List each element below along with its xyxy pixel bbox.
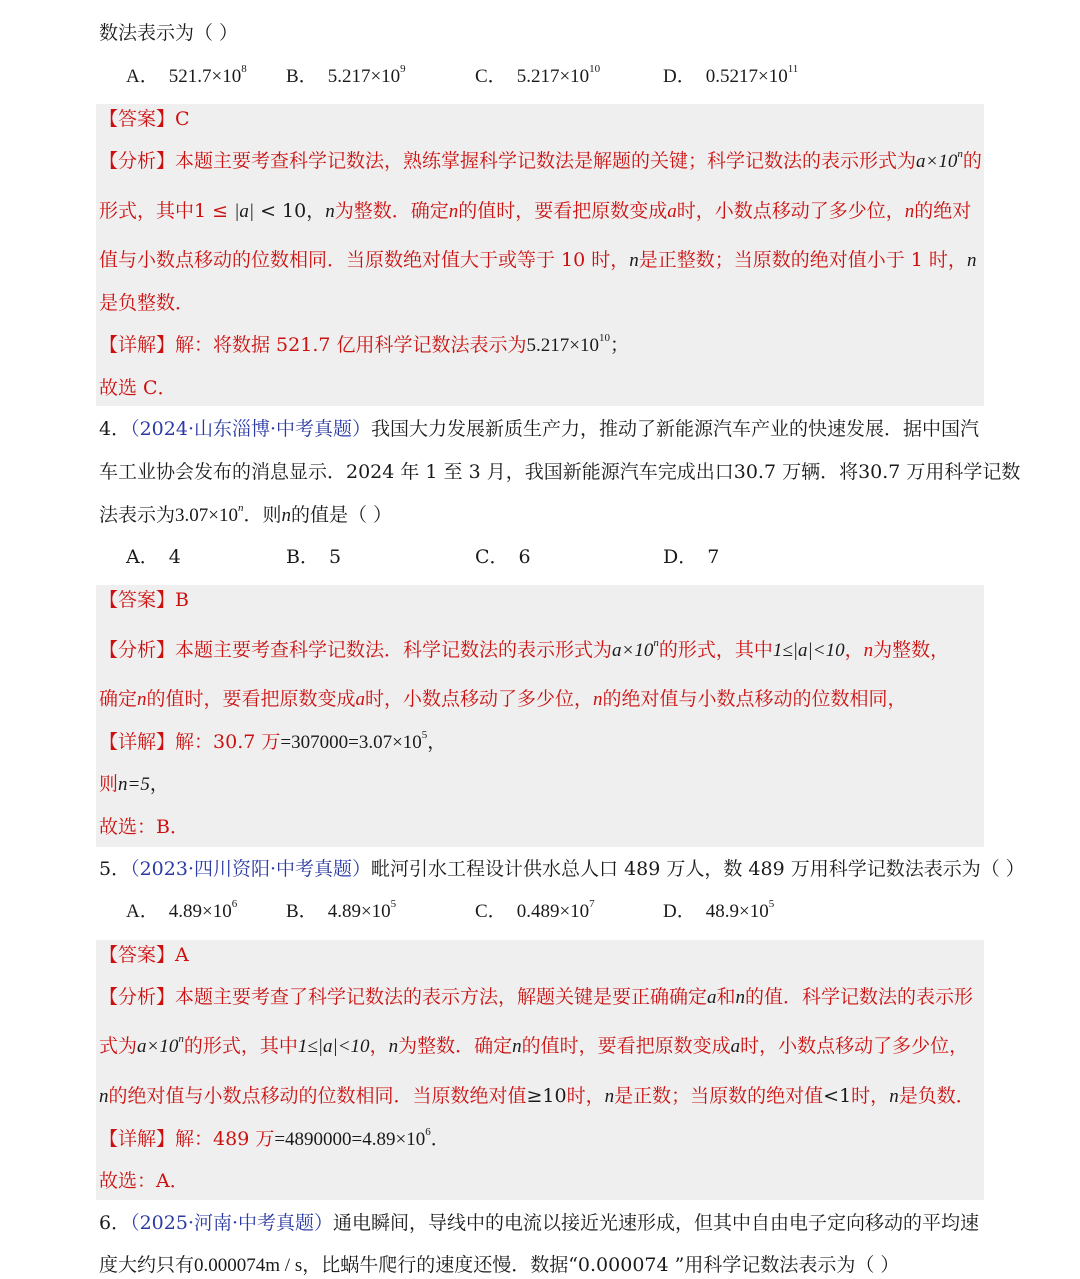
q5-choice: 故选：A． <box>99 1170 189 1192</box>
q4-option-d[interactable]: D． 7 <box>663 546 720 568</box>
q4-answer: 【答案】B <box>99 589 189 611</box>
q3-stem-tail: 数法表示为（ ） <box>99 22 239 44</box>
q6-source: （2025·河南·中考真题） <box>130 1212 334 1234</box>
q4-source: （2024·山东淄博·中考真题） <box>130 418 372 440</box>
q3-options <box>126 64 1006 90</box>
q5-answer: 【答案】A <box>99 944 189 966</box>
q5-option-a[interactable]: A． $4.89\times 10^6$ <box>126 897 238 922</box>
q5-option-b[interactable]: B． $4.89\times 10^5$ <box>286 897 397 922</box>
q6-stem-line-2: 度大约只有0.000074m / s，比蜗牛爬行的速度还慢．数据“0.000074 ”用科学记数法表示为（ ） <box>99 1254 900 1276</box>
q5-analysis-line-2: 式为$a\times 10^n$的形式，其中1≤|a|<10，n为整数．确定n的值时，要看把原数变成a时，小数点移动了多少位， <box>99 1032 969 1057</box>
q4-stem-line-3: 法表示为$3.07\times 10^n$．则n的值是（ ） <box>99 501 393 526</box>
q3-choice: 故选 C． <box>99 377 177 399</box>
q4-choice: 故选：B． <box>99 816 189 838</box>
q3-analysis-line-2: 形式，其中1 ≤ |a| < 10，n为整数．确定n的值时，要看把原数变成a时，小数点移动了多少位，n的绝对 <box>99 200 972 222</box>
q5-analysis-line-3: n的绝对值与小数点移动的位数相同．当原数绝对值≥10时，n是正数；当原数的绝对值<1时，n是负数． <box>99 1085 975 1107</box>
q3-option-d[interactable]: D． $0.5217\times 10^{11}$ <box>663 62 799 87</box>
q4-option-c[interactable]: C． 6 <box>475 546 531 568</box>
q5-option-d[interactable]: D． $48.9\times 10^5$ <box>663 897 775 922</box>
q5-detail: 【详解】解：489 万$=4890000=4.89\times 10^6$． <box>99 1125 450 1150</box>
q5-stem: 5．（2023·四川资阳·中考真题）毗河引水工程设计供水总人口 489 万人，数 489 万用科学记数法表示为（ ） <box>99 858 1025 880</box>
q4-analysis-line-1: 【分析】本题主要考查科学记数法．科学记数法的表示形式为$a\times 10^n$的形式，其中1≤|a|<10，n为整数， <box>99 636 950 661</box>
q5-solution-box <box>96 940 984 1200</box>
q3-option-b[interactable]: B． $5.217\times 10^9$ <box>286 62 406 87</box>
q3-analysis-line-1: 【分析】本题主要考查科学记数法，熟练掌握科学记数法是解题的关键；科学记数法的表示形式为$a\times 10^n$的 <box>99 147 982 172</box>
q3-detail: 【详解】解：将数据 521.7 亿用科学记数法表示为$5.217\times 10^{10}$； <box>99 331 629 356</box>
q3-analysis-line-4: 是负整数． <box>99 292 195 314</box>
q5-options <box>126 899 1006 925</box>
q4-detail-n: 则n=5， <box>99 773 169 795</box>
q6-stem-line-1: 6．（2025·河南·中考真题）通电瞬间，导线中的电流以接近光速形成，但其中自由电子定向移动的平均速 <box>99 1212 980 1234</box>
q4-solution-box <box>96 585 984 847</box>
q4-analysis-line-2: 确定n的值时，要看把原数变成a时，小数点移动了多少位，n的绝对值与小数点移动的位数相同， <box>99 688 907 710</box>
q3-option-c[interactable]: C． $5.217\times 10^{10}$ <box>475 62 601 87</box>
q4-stem-line-2: 车工业协会发布的消息显示．2024 年 1 至 3 月，我国新能源汽车完成出口30.7 万辆．将30.7 万用科学记数 <box>99 461 1021 483</box>
q5-option-c[interactable]: C． $0.489\times 10^7$ <box>475 897 595 922</box>
q4-options <box>126 544 1006 570</box>
q4-option-a[interactable]: A． 4 <box>126 546 181 568</box>
q3-analysis-line-3: 值与小数点移动的位数相同．当原数绝对值大于或等于 10 时，n是正整数；当原数的绝对值小于 1 时，n <box>99 249 977 271</box>
q5-analysis-line-1: 【分析】本题主要考查了科学记数法的表示方法，解题关键是要正确确定a和n的值．科学记数法的表示形 <box>99 986 974 1008</box>
q3-option-a[interactable]: A． $521.7\times 10^8$ <box>126 62 247 87</box>
q4-stem-line-1: 4．（2024·山东淄博·中考真题）我国大力发展新质生产力，推动了新能源汽车产业的快速发展．据中国汽 <box>99 418 980 440</box>
q4-option-b[interactable]: B． 5 <box>286 546 342 568</box>
q4-detail: 【详解】解：30.7 万$=307000=3.07\times 10^5$， <box>99 728 447 753</box>
q3-answer: 【答案】C <box>99 108 190 130</box>
q5-source: （2023·四川资阳·中考真题） <box>130 858 372 880</box>
